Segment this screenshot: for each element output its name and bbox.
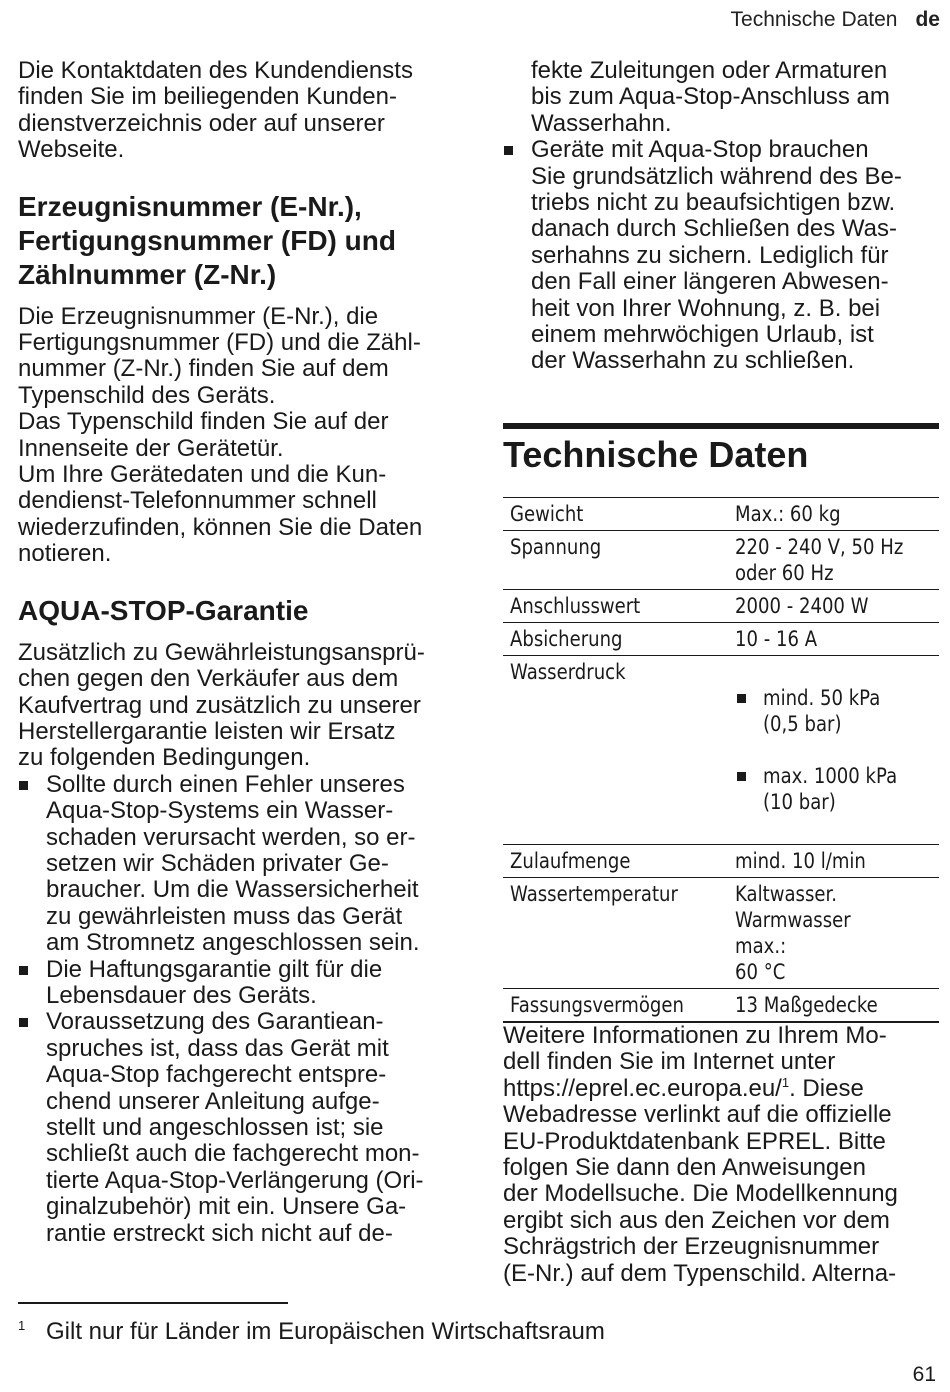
header-language-code: de	[915, 8, 940, 31]
square-bullet-icon	[504, 146, 513, 155]
footnote-rule	[18, 1302, 288, 1304]
left-column	[18, 58, 458, 1247]
heading-technical-data: Technische Daten	[503, 433, 809, 475]
table-row	[503, 655, 939, 844]
spec-label: Anschlusswert	[510, 593, 641, 618]
table-row	[503, 497, 939, 530]
pressure-max-item: max. 1000 kPa (10 bar)	[735, 763, 931, 815]
table-row	[503, 988, 939, 1022]
contact-paragraph: Die Kontaktdaten des Kundendiensts finden Sie im beiliegenden Kunden- dienstverzeichnis oder auf unserer Webseite.	[18, 57, 413, 164]
section-rule	[503, 423, 939, 429]
footnote-text: Gilt nur für Länder im Europäischen Wirtschaftsraum	[46, 1318, 605, 1345]
spec-value: 220 - 240 V, 50 Hz oder 60 Hz	[735, 534, 904, 585]
spec-label: Gewicht	[510, 501, 584, 526]
heading-product-numbers: Erzeugnisnummer (E-Nr.), Fertigungsnummer (FD) und Zählnummer (Z-Nr.)	[18, 190, 396, 290]
table-row	[503, 589, 939, 622]
square-bullet-icon	[737, 772, 746, 781]
square-bullet-icon	[737, 694, 746, 703]
square-bullet-icon	[19, 966, 28, 975]
table-row	[503, 844, 939, 877]
pressure-min-item: mind. 50 kPa (0,5 bar)	[735, 685, 931, 737]
aqua-stop-paragraph: Zusätzlich zu Gewährleistungsansprü- chen gegen den Verkäufer aus dem Kaufvertrag und zusätzlich zu unserer Herstellergarantie leisten wir Ersatz zu folgenden Bedingungen.	[18, 638, 425, 772]
table-row	[503, 530, 939, 589]
header-section-title: Technische Daten	[730, 8, 898, 31]
list-item-continued: fekte Zuleitungen oder Armaturen bis zum Aqua-Stop-Anschluss am Wasserhahn.	[531, 57, 890, 137]
spec-label: Spannung	[510, 534, 602, 559]
spec-value: Kaltwasser. Warmwasser max.: 60 °C	[735, 881, 851, 984]
footnote	[18, 1318, 605, 1346]
list-item: Voraussetzung des Garantiean- spruches ist, dass das Gerät mit Aqua-Stop fachgerecht entspre- chend unserer Anleitung aufge- stellt und angeschlossen ist; sie schließt auch die fachgerecht mon- tierte Aqua-Stop-Verlängerung (Ori- ginalzubehör) mit ein. Unsere Ga- rantie erstreckt sich nicht auf de-	[18, 1009, 458, 1247]
spec-value: 13 Maßgedecke	[735, 992, 878, 1017]
footnote-reference: 1	[781, 1074, 790, 1090]
aqua-stop-conditions-list	[18, 772, 458, 1247]
spec-value: 2000 - 2400 W	[735, 593, 869, 618]
footnote-mark: 1	[18, 1318, 26, 1333]
list-item: Geräte mit Aqua-Stop brauchen Sie grundsätzlich während des Be- triebs nicht zu beaufsichtigen bzw. danach durch Schließen des Was- serhahns zu sichern. Lediglich für den Fall einer längeren Abwesen- heit von Ihrer Wohnung, z. B. bei einem mehrwöchigen Urlaub, ist der Wasserhahn zu schließen.	[503, 137, 939, 375]
technical-data-table	[503, 497, 939, 1023]
spec-label: Wasserdruck	[510, 659, 626, 684]
product-numbers-paragraph: Die Erzeugnisnummer (E-Nr.), die Fertigungsnummer (FD) und die Zähl- nummer (Z-Nr.) finden Sie auf dem Typenschild des Geräts. Das Typenschild finden Sie auf der Innenseite der Gerätetür. Um Ihre Gerätedaten und die Kun- dendienst-Telefonnummer schnell wiederzufinden, können Sie die Daten notieren.	[18, 302, 423, 568]
page-number: 61	[912, 1363, 936, 1386]
spec-label: Zulaufmenge	[510, 848, 631, 873]
list-item: Sollte durch einen Fehler unseres Aqua-Stop-Systems ein Wasser- schaden verursacht werden, so er- setzen wir Schäden privater Ge- braucher. Um die Wassersicherheit zu gewährleisten muss das Gerät am Stromnetz angeschlossen sein.	[18, 772, 458, 957]
spec-value: 10 - 16 A	[735, 626, 818, 651]
spec-value: Max.: 60 kg	[735, 501, 841, 526]
spec-label: Wassertemperatur	[510, 881, 678, 906]
list-item: Die Haftungsgarantie gilt für die Lebensdauer des Geräts.	[18, 957, 458, 1010]
continued-list	[503, 58, 939, 375]
spec-label: Fassungsvermögen	[510, 992, 684, 1017]
running-header	[731, 8, 940, 32]
square-bullet-icon	[19, 781, 28, 790]
right-column	[503, 58, 939, 1287]
spec-value: mind. 10 l/min	[735, 848, 866, 873]
heading-aqua-stop: AQUA-STOP-Garantie	[18, 594, 309, 626]
more-info-paragraph: Weitere Informationen zu Ihrem Mo- dell finden Sie im Internet unter https://eprel.ec.europa.eu/$^1$. Diese Webadresse verlinkt auf die offizielle EU-Produktdatenbank EPREL. Bitte folgen Sie dann den Anweisungen der Modellsuche. Die Modellkennung ergibt sich aus den Zeichen vor dem Schrägstrich der Erzeugnisnummer (E-Nr.) auf dem Typenschild. Alterna-	[503, 1021, 898, 1287]
square-bullet-icon	[19, 1018, 28, 1027]
table-row	[503, 877, 939, 988]
table-row	[503, 622, 939, 655]
spec-label: Absicherung	[510, 626, 623, 651]
